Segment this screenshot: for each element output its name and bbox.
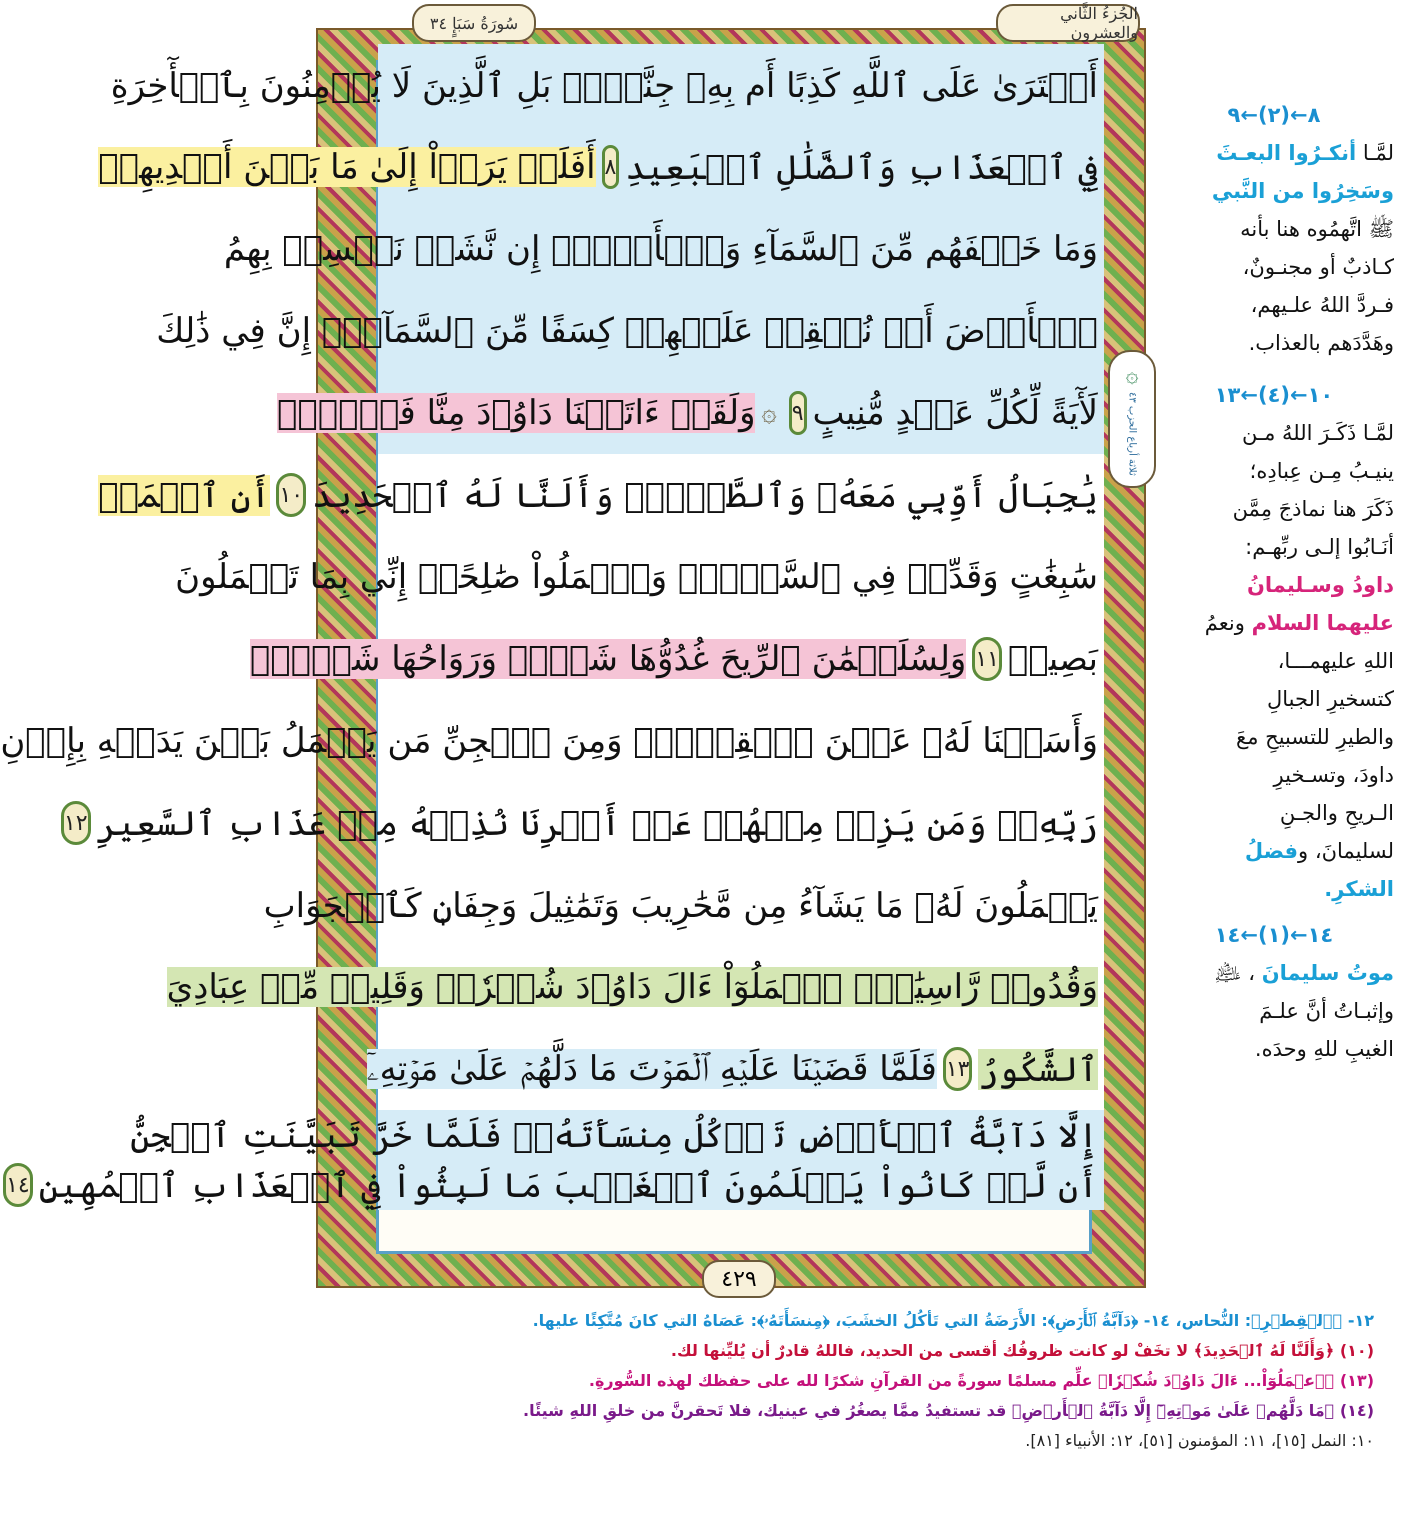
verse-text: يَٰجِبَالُ أَوِّبِي مَعَهُۥ وَٱلطَّيۡرَۖ وَأَلَنَّا لَهُ ٱلۡحَدِيدَ [312,475,1098,516]
verse-line-14 [130,1110,1104,1160]
sidebar-line: لمَّـا أنكـرُوا البعـثَ [1216,141,1394,165]
ayah-number-marker: ٨ [602,145,620,189]
footnote-cross-references: ١٠: النمل [١٥]، ١١: المؤمنون [٥١]، ١٢: الأنبياء [٨١]. [1025,1431,1374,1450]
footnote-10: (١٠) ﴿وَأَلَنَّا لَهُ ٱلۡحَدِيدَ﴾ لا تخَفْ لو كانت ظروفُك أقسى من الحديد، فاللهُ قادرٌ أن يُليِّنها لك. [670,1341,1374,1360]
verse-line-15 [6,1160,1104,1210]
hizb-label: ثلاثة أرباع الحزب ٤٣ [1126,391,1138,476]
sidebar-line: داودَ، وتسـخيرِ [1273,763,1394,787]
ayah-number-marker: ٩ [789,391,807,435]
verse-text: يَعۡمَلُونَ لَهُۥ مَا يَشَآءُ مِن مَّحَٰرِيبَ وَتَمَٰثِيلَ وَجِفَانٖ كَٱلۡجَوَابِ [263,885,1098,926]
ayah-number-marker: ١٣ [943,1047,973,1091]
verse-text-continued: وَلَقَدۡ ءَاتَيۡنَا دَاوُۥدَ مِنَّا فَضۡلًاۖ [277,393,756,433]
juz-header: الجُزءُ الثَّاني والعِشرون [996,4,1140,42]
sidebar-range-1: ٨←(٢)←٩ [1227,103,1321,127]
hizb-icon: ۞ [1125,362,1139,388]
hizb-marker [1108,350,1156,488]
quran-text-area [0,44,1104,1210]
sidebar-range-2: ١٠←(٤)←١٣ [1214,383,1334,407]
footnote-13: (١٣) ﴿ٱعۡمَلُوٓاْ... ءَالَ دَاوُۥدَ شُكۡرٗا﴾ علِّم مسلمًا سورةً من القرآنِ شكرًا لله على حفظك لهذه السُّورةِ. [588,1371,1374,1390]
verse-text: أَن لَّوۡ كَانُواْ يَعۡلَمُونَ ٱلۡغَيۡبَ مَا لَبِثُواْ فِي ٱلۡعَذَابِ ٱلۡمُهِينِ [38,1165,1098,1206]
ayah-number-marker: ١١ [972,637,1002,681]
sidebar-line: أنَـابُوا إلـى ربِّهـم: [1245,535,1394,559]
verse-line-8 [249,618,1104,700]
verse-text: أَفۡتَرَىٰ عَلَى ٱللَّهِ كَذِبًا أَم بِهِۦ جِنَّةُۢۗ بَلِ ٱلَّذِينَ لَا يُؤۡمِنُونَ بِٱلۡأٓخِرَةِ [110,65,1098,106]
sidebar-line: كـاذبٌ أو مجنـونٌ، [1242,255,1394,279]
verse-line-12 [166,946,1104,1028]
sidebar-line: الغيبِ للهِ وحدَه. [1254,1037,1394,1061]
sidebar-line: فـردَّ اللهُ علـيهم، [1250,293,1394,317]
verse-text: وَأَسَلۡنَا لَهُۥ عَيۡنَ ٱلۡقِطۡرِۖ وَمِنَ ٱلۡجِنِّ مَن يَعۡمَلُ بَيۡنَ يَدَيۡهِ بِإِذۡنِ [0,721,1098,761]
hizb-star-icon: ۞ [761,398,777,428]
verse-text: وَقُدُورٖ رَّاسِيَٰتٍۚ ٱعۡمَلُوٓاْ ءَالَ دَاوُۥدَ شُكۡرٗاۚ وَقَلِيلٞ مِّنۡ عِبَادِيَ [166,967,1098,1007]
verse-text: فِي ٱلۡعَذَابِ وَٱلضَّلَٰلِ ٱلۡبَعِيدِ [625,147,1098,188]
sidebar-line: اللهِ عليهمـــا، [1277,649,1394,673]
verse-text: ٱلۡأَرۡضَ أَوۡ نُسۡقِطۡ عَلَيۡهِمۡ كِسَفًا مِّنَ ٱلسَّمَآءِۚ إِنَّ فِي ذَٰلِكَ [156,311,1098,351]
sidebar-range-3: ١٤←(١)←١٤ [1214,923,1334,947]
verse-text: إِلَّا دَآبَّةُ ٱلۡأَرۡضِ تَأۡكُلُ مِنسَأَتَهُۥۖ فَلَمَّا خَرَّ تَبَيَّنَتِ ٱلۡجِنُّ [130,1115,1098,1156]
sidebar-line: عليهما السلام ونعمُ [1204,611,1394,635]
sidebar-line: لسليمانَ، وفضلُ [1244,839,1394,863]
verse-text-continued: أَفَلَمۡ يَرَوۡاْ إِلَىٰ مَا بَيۡنَ أَيۡدِيهِمۡ [98,147,596,187]
verse-line-11 [263,864,1104,946]
verse-text: لَأٓيَةً لِّكُلِّ عَبۡدٍ مُّنِيبٍ [812,393,1098,433]
verse-line-2 [98,126,1104,208]
verse-line-1 [110,44,1104,126]
sidebar-line: ينيـبُ مِـن عِبادِه؛ [1249,459,1394,483]
ayah-number-marker: ١٢ [61,801,91,845]
verse-line-13 [366,1028,1104,1110]
sidebar-line: وإثبـاتُ أنَّ علـمَ [1259,999,1394,1023]
verse-line-9 [0,700,1104,782]
surah-header: سُورَةُ سَبَإٍ ٣٤ [412,4,536,42]
sidebar-line: وسَخِرُوا من النَّبي [1211,179,1394,203]
verse-line-7 [175,536,1104,618]
verse-text: ٱلشَّكُورُ [978,1049,1098,1090]
page-number: ٤٢٩ [702,1260,776,1298]
verse-text: سَٰبِغَٰتٍ وَقَدِّرۡ فِي ٱلسَّرۡدِۖ وَٱعۡمَلُواْ صَٰلِحًاۖ إِنِّي بِمَا تَعۡمَلُونَ [175,557,1098,597]
sidebar-line: والطيرِ للتسبيحِ معَ [1236,725,1394,749]
verse-line-4 [156,290,1104,372]
sidebar-line: الشكرِ. [1324,877,1394,901]
tafsir-sidebar [1154,96,1394,1256]
sidebar-line: موتُ سليمانَ ، ﵇ [1214,961,1394,985]
sidebar-line: لمَّـا ذَكَـرَ اللهُ مـن [1241,421,1394,445]
verse-line-5 [277,372,1104,454]
verse-text: بَصِيرٞ [1007,639,1098,679]
footnote-14: (١٤) ﴿مَا دَلَّهُمۡ عَلَىٰ مَوۡتِهِۦٓ إِلَّا دَآبَّةُ ٱلۡأَرۡضِ﴾ قد تستفيدُ ممَّا يصغُرُ في عينيك، فلا تَحقرنَّ من خلقِ اللهِ شيئًا. [523,1401,1374,1420]
verse-line-3 [223,208,1104,290]
sidebar-line: كتسخيرِ الجبالِ [1266,687,1394,711]
ayah-number-marker: ١٠ [276,473,306,517]
verse-text: وَمَا خَلۡفَهُم مِّنَ ٱلسَّمَآءِ وَٱلۡأَرۡضِۚ إِن نَّشَأۡ نَخۡسِفۡ بِهِمُ [223,229,1098,269]
sidebar-line: الـريحِ والجـنِ [1279,801,1394,825]
sidebar-line: وهَدَّدَهم بالعذاب. [1248,331,1394,355]
verse-line-6 [98,454,1104,536]
verse-text: رَبِّهِۦۖ وَمَن يَزِغۡ مِنۡهُمۡ عَنۡ أَمۡرِنَا نُذِقۡهُ مِنۡ عَذَابِ ٱلسَّعِيرِ [96,803,1098,844]
ayah-number-marker: ١٤ [3,1163,33,1207]
sidebar-line: داودُ وسـليمانُ [1246,573,1394,597]
verse-text-continued: فَلَمَّا قَضَيۡنَا عَلَيۡهِ ٱلۡمَوۡتَ مَا دَلَّهُمۡ عَلَىٰ مَوۡتِهِۦٓ [366,1049,937,1089]
verse-text-continued: أَنِ ٱعۡمَلۡ [98,475,271,516]
verse-text-continued: وَلِسُلَيۡمَٰنَ ٱلرِّيحَ غُدُوُّهَا شَهۡرٞ وَرَوَاحُهَا شَهۡرٞۖ [249,639,967,679]
verse-line-10 [63,782,1104,864]
sidebar-line: ﷺ اتَّهمُوه هنا بأنه [1240,217,1394,241]
sidebar-line: ذَكَرَ هنا نماذجَ مِمَّن [1232,497,1394,521]
footnote-vocabulary: ١٢- ﴿ٱلۡقِطۡرِ﴾: النُّحاس، ١٤- ﴿دَآبَّةُ ٱلۡأَرۡضِ﴾: الأَرَضَةُ التي تَأكُلُ الخشَبَ، ﴿مِنسَأَتَهُۥ﴾: عَصَاهُ التي كانَ مُتَّكِئًا عليها. [532,1311,1374,1330]
footnotes [306,1306,1402,1506]
